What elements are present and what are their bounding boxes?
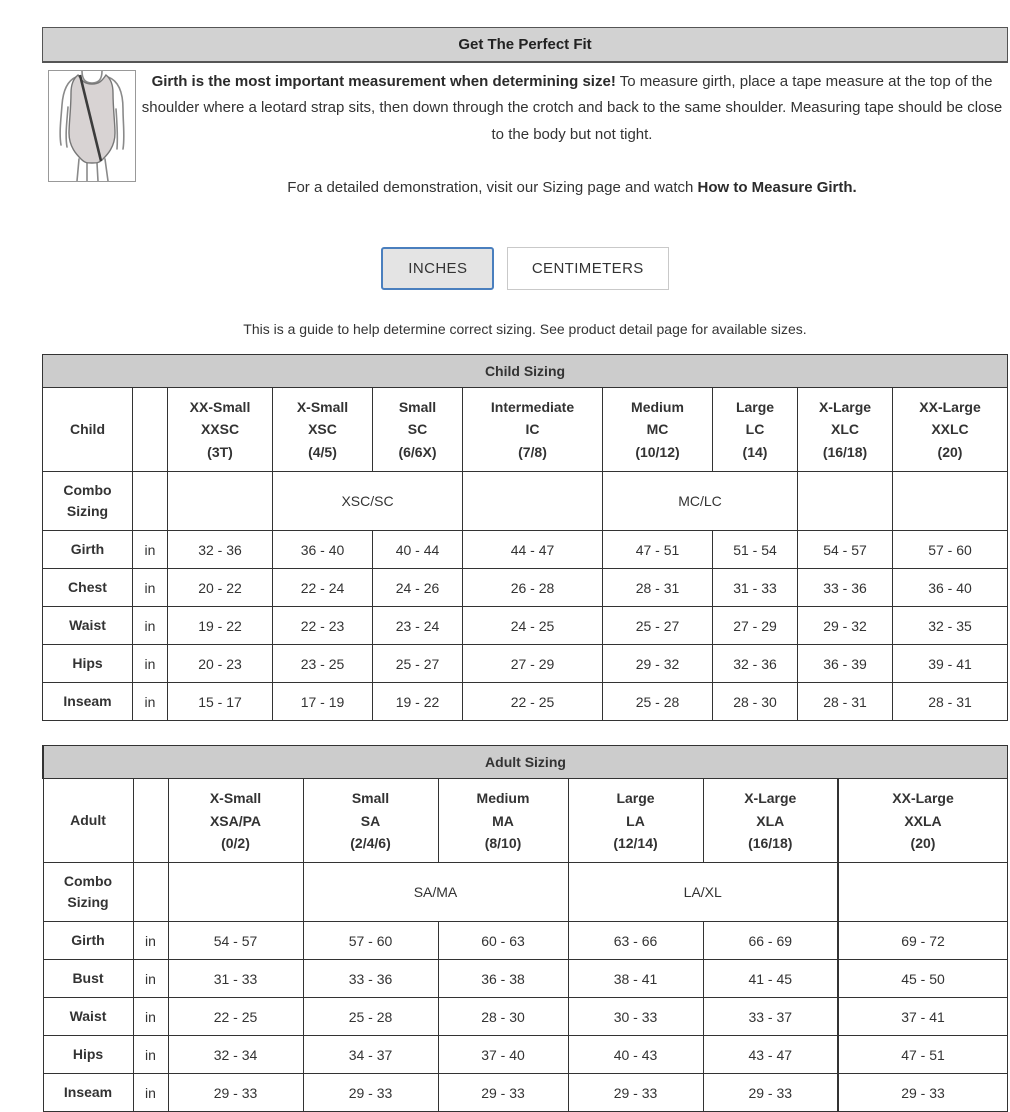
column-header-line: XXLC xyxy=(931,421,969,438)
column-header-2 xyxy=(303,779,438,863)
unit-cell: in xyxy=(133,922,168,960)
unit-header-cell xyxy=(133,779,168,863)
value-cell-5: 43 - 47 xyxy=(703,1036,838,1074)
column-header-line: (16/18) xyxy=(748,834,793,851)
column-header-line: Medium xyxy=(631,399,684,415)
sizing-guide-page xyxy=(42,27,1008,1112)
row-label-inseam: Inseam xyxy=(43,683,133,721)
column-header-line: (2/4/6) xyxy=(350,834,391,851)
value-cell-2: 23 - 25 xyxy=(273,645,373,683)
unit-header-cell xyxy=(133,388,168,472)
row-label-girth: Girth xyxy=(43,531,133,569)
table-row-girth xyxy=(43,922,1008,960)
value-cell-1: 19 - 22 xyxy=(168,607,273,645)
value-cell-7: 29 - 32 xyxy=(798,607,893,645)
value-cell-4: 22 - 25 xyxy=(463,683,603,721)
value-cell-8: 39 - 41 xyxy=(893,645,1008,683)
value-cell-2: 36 - 40 xyxy=(273,531,373,569)
column-header-6 xyxy=(838,779,1008,863)
unit-cell: in xyxy=(133,683,168,721)
value-cell-7: 28 - 31 xyxy=(798,683,893,721)
column-header-3 xyxy=(373,388,463,472)
value-cell-2: 34 - 37 xyxy=(303,1036,438,1074)
value-cell-1: 32 - 36 xyxy=(168,531,273,569)
row-label-waist: Waist xyxy=(43,607,133,645)
table-title: Child Sizing xyxy=(43,355,1008,388)
row-label-chest: Chest xyxy=(43,569,133,607)
value-cell-6: 37 - 41 xyxy=(838,998,1008,1036)
intro-section xyxy=(42,68,1008,201)
column-header-line: (6/6X) xyxy=(398,443,437,460)
column-header-line: (4/5) xyxy=(308,443,337,460)
column-header-line: XXSC xyxy=(200,421,240,438)
column-header-4 xyxy=(463,388,603,472)
table-row-chest xyxy=(43,569,1008,607)
value-cell-4: 29 - 33 xyxy=(568,1074,703,1112)
value-cell-3: 24 - 26 xyxy=(373,569,463,607)
unit-cell: in xyxy=(133,1036,168,1074)
value-cell-1: 32 - 34 xyxy=(168,1036,303,1074)
column-header-6 xyxy=(713,388,798,472)
unit-cell: in xyxy=(133,531,168,569)
value-cell-1: 54 - 57 xyxy=(168,922,303,960)
column-header-line: (8/10) xyxy=(484,834,522,851)
adult-sizing-table-table xyxy=(42,745,1008,1112)
combo-sizing-label: Combo Sizing xyxy=(43,863,133,922)
unit-cell: in xyxy=(133,645,168,683)
row-label-inseam: Inseam xyxy=(43,1074,133,1112)
column-header-line: LA xyxy=(626,812,645,829)
column-header-line: (12/14) xyxy=(613,834,658,851)
page-title: Get The Perfect Fit xyxy=(42,27,1008,63)
value-cell-2: 25 - 28 xyxy=(303,998,438,1036)
column-header-line: Large xyxy=(735,399,775,415)
value-cell-7: 54 - 57 xyxy=(798,531,893,569)
column-header-line: Large xyxy=(616,790,655,807)
girth-instructions-bold: Girth is the most important measurement when determining size! xyxy=(151,73,616,90)
column-header-line: XX-Large xyxy=(919,399,981,415)
unit-cell: in xyxy=(133,569,168,607)
value-cell-8: 57 - 60 xyxy=(893,531,1008,569)
value-cell-5: 47 - 51 xyxy=(603,531,713,569)
column-header-line: MA xyxy=(492,812,514,829)
column-header-5 xyxy=(703,779,838,863)
value-cell-3: 25 - 27 xyxy=(373,645,463,683)
girth-instructions xyxy=(138,69,1006,148)
table-gap xyxy=(42,721,1008,728)
value-cell-1: 15 - 17 xyxy=(168,683,273,721)
value-cell-4: 24 - 25 xyxy=(463,607,603,645)
value-cell-3: 60 - 63 xyxy=(438,922,568,960)
value-cell-5: 28 - 31 xyxy=(603,569,713,607)
value-cell-1: 22 - 25 xyxy=(168,998,303,1036)
column-header-line: X-Small xyxy=(296,399,349,415)
column-header-line: XSA/PA xyxy=(209,812,262,829)
entity-label: Child xyxy=(43,388,133,472)
value-cell-4: 63 - 66 xyxy=(568,922,703,960)
table-title: Adult Sizing xyxy=(43,746,1008,779)
column-header-line: X-Small xyxy=(209,790,262,807)
combo-unit-cell xyxy=(133,863,168,922)
value-cell-1: 29 - 33 xyxy=(168,1074,303,1112)
value-cell-5: 29 - 33 xyxy=(703,1074,838,1112)
combo-sizing-label: Combo Sizing xyxy=(43,472,133,531)
value-cell-6: 47 - 51 xyxy=(838,1036,1008,1074)
value-cell-6: 27 - 29 xyxy=(713,607,798,645)
column-header-line: XX-Large xyxy=(892,790,954,807)
row-label-girth: Girth xyxy=(43,922,133,960)
column-header-line: Intermediate xyxy=(490,399,575,415)
leotard-illustration xyxy=(48,70,136,182)
value-cell-4: 27 - 29 xyxy=(463,645,603,683)
column-header-line: (16/18) xyxy=(822,443,868,460)
value-cell-3: 40 - 44 xyxy=(373,531,463,569)
value-cell-5: 33 - 37 xyxy=(703,998,838,1036)
value-cell-2: 22 - 23 xyxy=(273,607,373,645)
combo-cell-6 xyxy=(893,472,1008,531)
column-header-line: (14) xyxy=(742,443,768,460)
column-header-1 xyxy=(168,388,273,472)
value-cell-3: 23 - 24 xyxy=(373,607,463,645)
value-cell-6: 28 - 30 xyxy=(713,683,798,721)
value-cell-6: 51 - 54 xyxy=(713,531,798,569)
column-header-line: Small xyxy=(351,790,390,807)
combo-cell-3 xyxy=(463,472,603,531)
table-row-girth xyxy=(43,531,1008,569)
column-header-line: XLC xyxy=(831,421,859,438)
column-header-line: (10/12) xyxy=(635,443,680,460)
table-row-inseam xyxy=(43,683,1008,721)
value-cell-4: 26 - 28 xyxy=(463,569,603,607)
value-cell-6: 29 - 33 xyxy=(838,1074,1008,1112)
value-cell-6: 45 - 50 xyxy=(838,960,1008,998)
value-cell-3: 28 - 30 xyxy=(438,998,568,1036)
table-row-inseam xyxy=(43,1074,1008,1112)
value-cell-2: 29 - 33 xyxy=(303,1074,438,1112)
table-row-waist xyxy=(43,607,1008,645)
value-cell-6: 32 - 36 xyxy=(713,645,798,683)
intro-text xyxy=(136,69,1008,201)
value-cell-5: 25 - 27 xyxy=(603,607,713,645)
value-cell-8: 36 - 40 xyxy=(893,569,1008,607)
column-header-line: X-Large xyxy=(744,790,797,807)
value-cell-3: 36 - 38 xyxy=(438,960,568,998)
value-cell-2: 17 - 19 xyxy=(273,683,373,721)
unit-cell: in xyxy=(133,607,168,645)
value-cell-4: 40 - 43 xyxy=(568,1036,703,1074)
column-header-line: X-Large xyxy=(818,399,872,415)
value-cell-3: 29 - 33 xyxy=(438,1074,568,1112)
value-cell-1: 20 - 23 xyxy=(168,645,273,683)
value-cell-8: 28 - 31 xyxy=(893,683,1008,721)
table-row-waist xyxy=(43,998,1008,1036)
value-cell-5: 41 - 45 xyxy=(703,960,838,998)
combo-cell-3: LA/XL xyxy=(568,863,838,922)
combo-cell-2: XSC/SC xyxy=(273,472,463,531)
combo-cell-4: MC/LC xyxy=(603,472,798,531)
demo-line xyxy=(138,175,1006,201)
value-cell-2: 33 - 36 xyxy=(303,960,438,998)
value-cell-7: 36 - 39 xyxy=(798,645,893,683)
value-cell-4: 44 - 47 xyxy=(463,531,603,569)
value-cell-5: 29 - 32 xyxy=(603,645,713,683)
column-header-line: (0/2) xyxy=(221,834,250,851)
column-header-line: IC xyxy=(525,421,540,438)
value-cell-2: 57 - 60 xyxy=(303,922,438,960)
combo-cell-5 xyxy=(798,472,893,531)
combo-cell-1 xyxy=(168,863,303,922)
column-header-line: SC xyxy=(407,421,428,438)
value-cell-7: 33 - 36 xyxy=(798,569,893,607)
value-cell-1: 20 - 22 xyxy=(168,569,273,607)
value-cell-5: 66 - 69 xyxy=(703,922,838,960)
value-cell-4: 38 - 41 xyxy=(568,960,703,998)
column-header-line: XLA xyxy=(756,812,785,829)
row-label-hips: Hips xyxy=(43,645,133,683)
value-cell-3: 19 - 22 xyxy=(373,683,463,721)
value-cell-5: 25 - 28 xyxy=(603,683,713,721)
guide-note: This is a guide to help determine correct sizing. See product detail page for available sizes. xyxy=(243,321,807,337)
column-header-line: XSC xyxy=(308,421,337,438)
column-header-line: XXLA xyxy=(904,812,942,829)
unit-cell: in xyxy=(133,960,168,998)
unit-toggle xyxy=(42,247,1008,290)
column-header-2 xyxy=(273,388,373,472)
demo-bold-text: How to Measure Girth. xyxy=(697,178,857,196)
inches-button[interactable]: INCHES xyxy=(381,247,494,290)
column-header-line: (20) xyxy=(937,443,963,460)
combo-cell-2: SA/MA xyxy=(303,863,568,922)
combo-unit-cell xyxy=(133,472,168,531)
column-header-line: Medium xyxy=(476,790,530,807)
demo-text: For a detailed demonstration, visit our Sizing page and watch xyxy=(287,178,698,196)
column-header-7 xyxy=(798,388,893,472)
column-header-line: LC xyxy=(745,421,765,438)
column-header-line: Small xyxy=(398,399,437,415)
leotard-girth-diagram-icon xyxy=(49,71,135,181)
column-header-8 xyxy=(893,388,1008,472)
girth-instructions-rest: To measure girth, place a tape measure at the top of the shoulder where a leotard strap sits, then down through the crotch and back to the same shoulder. Measuring tape should be close to the body but not tight. xyxy=(141,73,1003,143)
column-header-line: MC xyxy=(646,421,669,438)
column-header-line: (7/8) xyxy=(518,443,547,460)
unit-cell: in xyxy=(133,1074,168,1112)
value-cell-6: 69 - 72 xyxy=(838,922,1008,960)
entity-label: Adult xyxy=(43,779,133,863)
table-row-bust xyxy=(43,960,1008,998)
column-header-5 xyxy=(603,388,713,472)
column-header-1 xyxy=(168,779,303,863)
centimeters-button[interactable]: CENTIMETERS xyxy=(507,247,669,290)
child-sizing-table-table xyxy=(42,354,1008,721)
value-cell-6: 31 - 33 xyxy=(713,569,798,607)
value-cell-3: 37 - 40 xyxy=(438,1036,568,1074)
row-label-hips: Hips xyxy=(43,1036,133,1074)
row-label-bust: Bust xyxy=(43,960,133,998)
row-label-waist: Waist xyxy=(43,998,133,1036)
table-row-hips xyxy=(43,645,1008,683)
combo-cell-1 xyxy=(168,472,273,531)
column-header-line: (20) xyxy=(910,834,936,851)
unit-cell: in xyxy=(133,998,168,1036)
adult-sizing-table xyxy=(42,745,1008,1112)
column-header-line: (3T) xyxy=(207,443,233,460)
value-cell-4: 30 - 33 xyxy=(568,998,703,1036)
column-header-line: XX-Small xyxy=(189,399,251,415)
column-header-line: SA xyxy=(360,812,381,829)
value-cell-1: 31 - 33 xyxy=(168,960,303,998)
column-header-3 xyxy=(438,779,568,863)
column-header-4 xyxy=(568,779,703,863)
child-sizing-table xyxy=(42,354,1008,721)
value-cell-2: 22 - 24 xyxy=(273,569,373,607)
table-row-hips xyxy=(43,1036,1008,1074)
value-cell-8: 32 - 35 xyxy=(893,607,1008,645)
combo-cell-4 xyxy=(838,863,1008,922)
